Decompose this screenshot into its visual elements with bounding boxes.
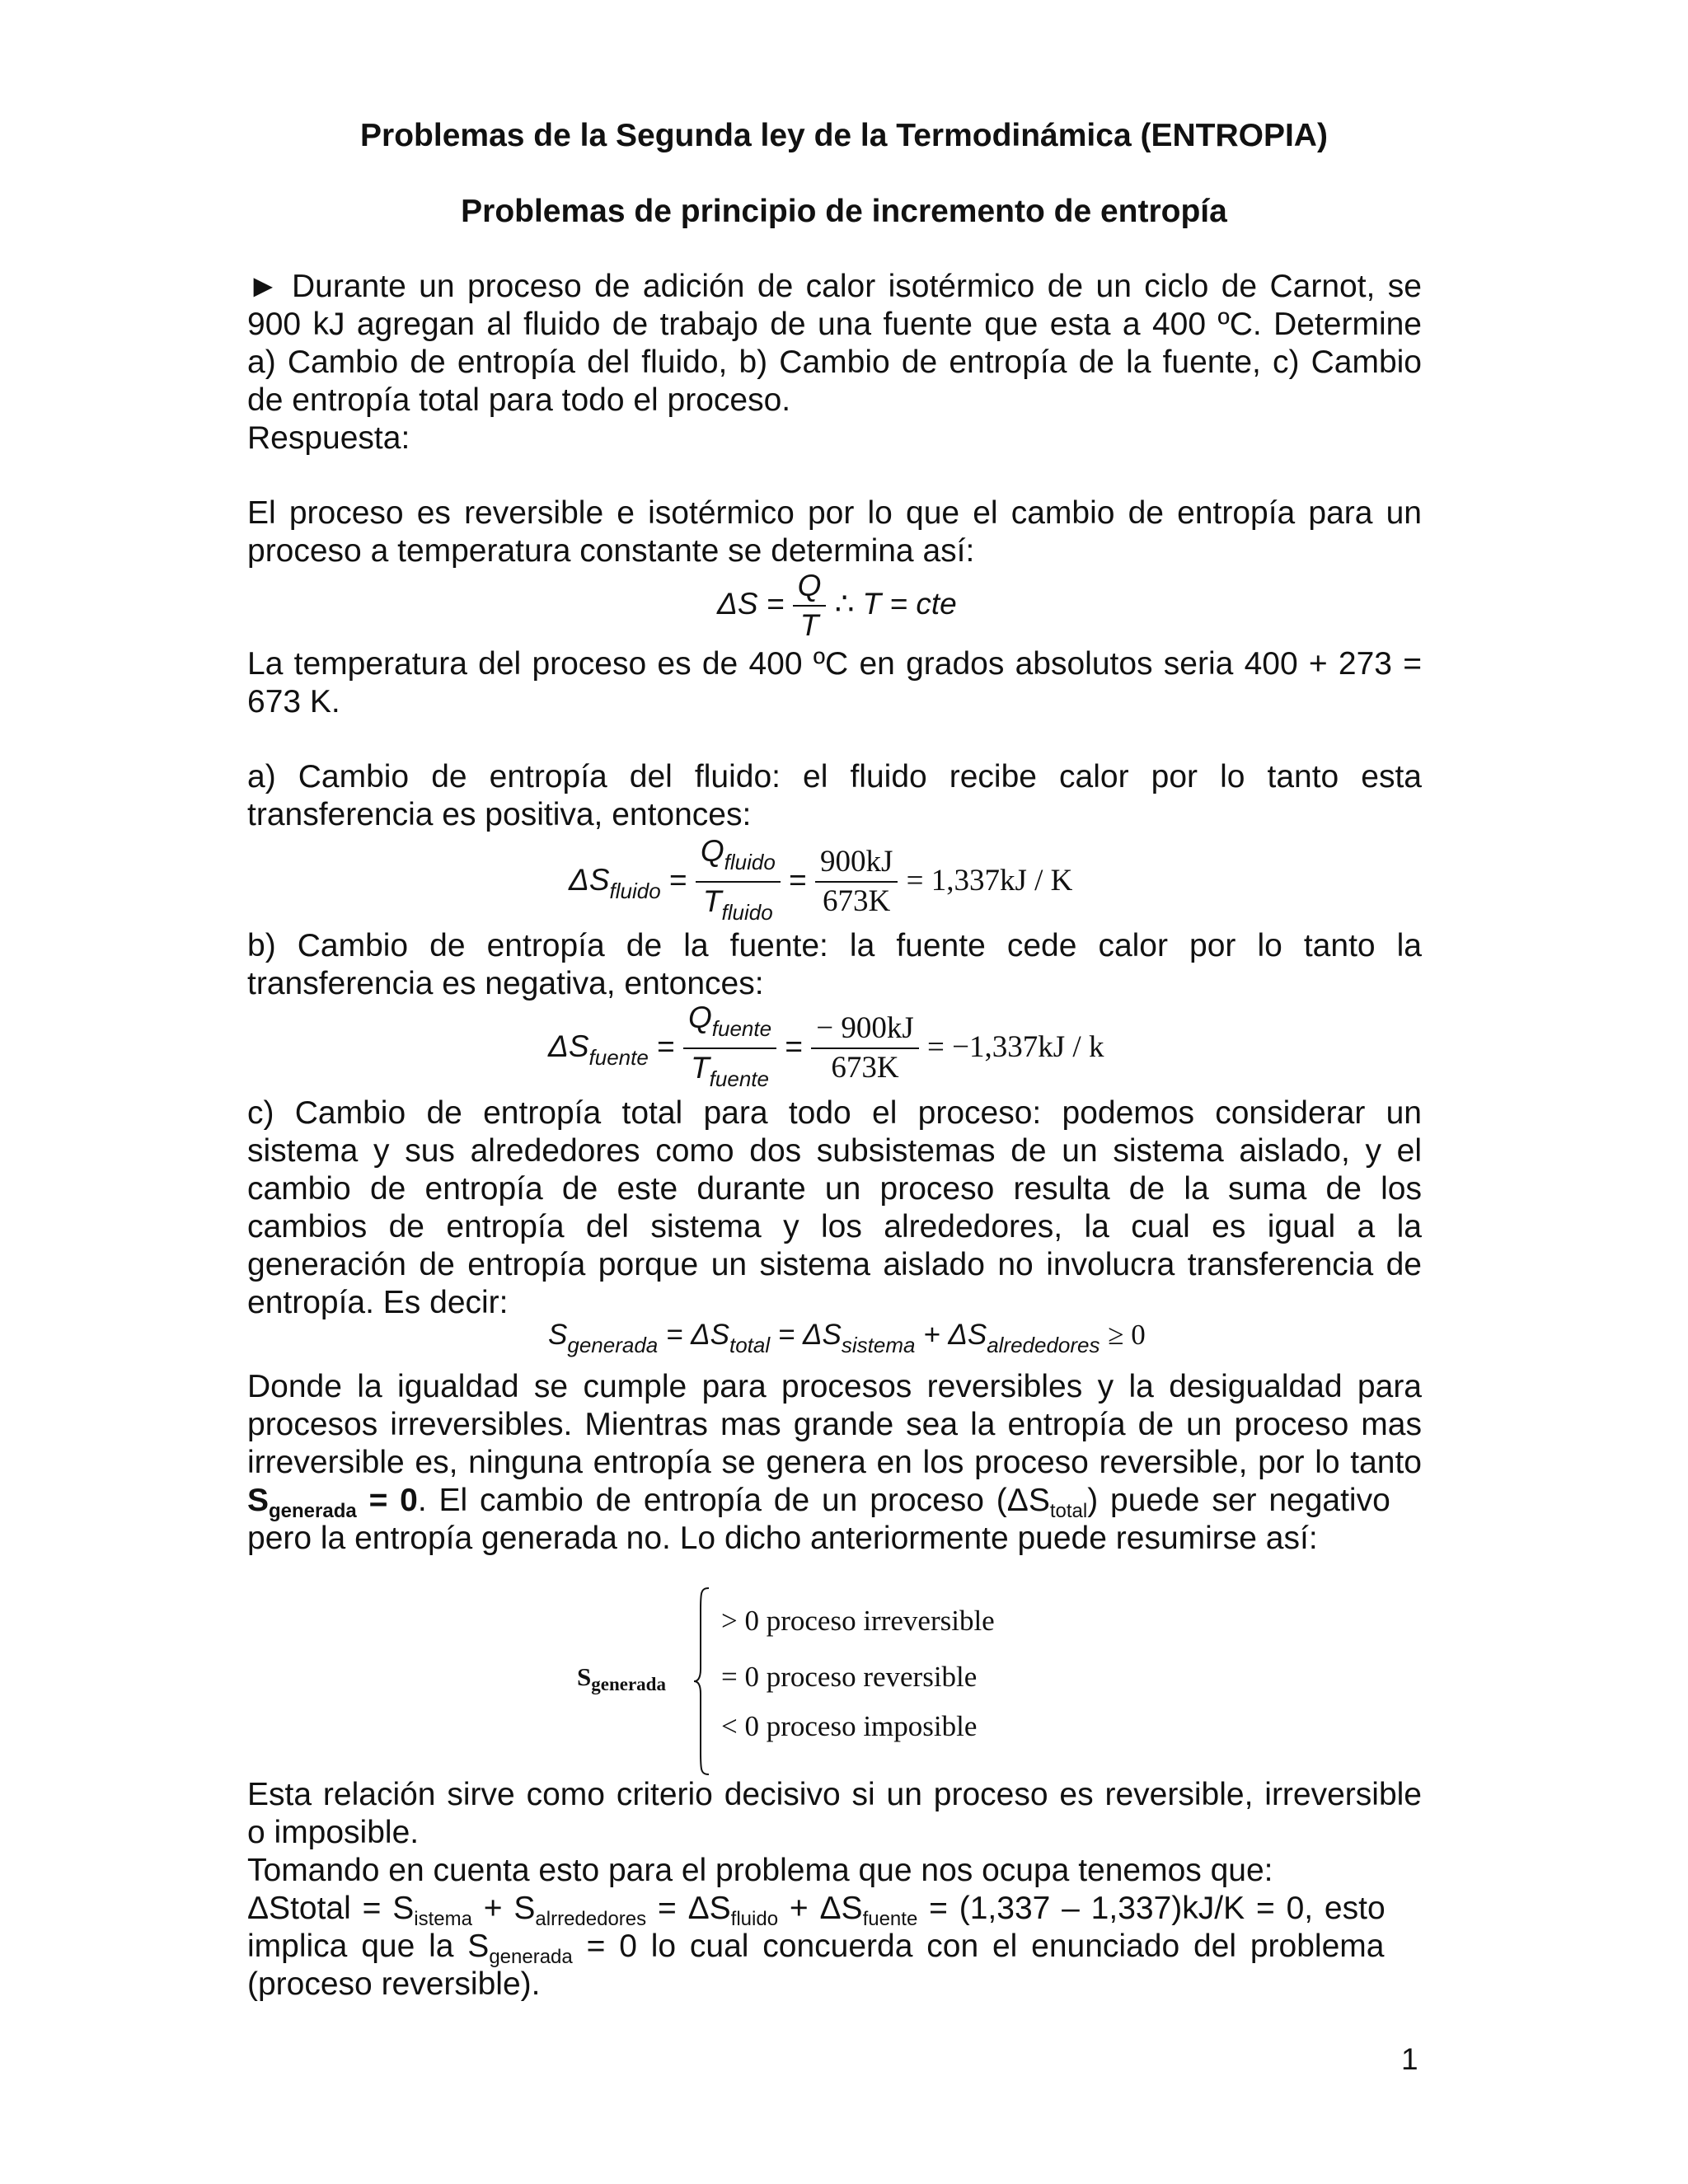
closing-last-line: (proceso reversible). [247, 1966, 541, 2002]
eq1-numerator: Q [793, 569, 827, 607]
equality-line: irreversible es, ninguna entropía se genera en los proceso reversible, por lo tanto [247, 1445, 1422, 1480]
equality-line-generated: $S_{generada} = 0$. El cambio de entropía de un proceso $(\Delta S_{total})$ puede ser negativo [247, 1483, 1390, 1522]
part-c-line: c) Cambio de entropía total para todo el proceso: podemos considerar un [247, 1095, 1422, 1131]
intro-line: El proceso es reversible e isotérmico por lo que el cambio de entropía para un [247, 495, 1422, 531]
temperature-line: La temperatura del proceso es de 400 ºC en grados absolutos seria 400 + 273 = [247, 646, 1422, 682]
part-c-line: sistema y sus alrededores como dos subsistemas de un sistema aislado, y el [247, 1133, 1422, 1169]
eq1-lhs: ΔS = [717, 586, 785, 621]
part-c-line: entropía. Es decir: [247, 1285, 509, 1320]
source-result: = −1,337kJ / k [927, 1029, 1104, 1064]
intro-line: proceso a temperatura constante se determina así: [247, 533, 975, 569]
equality-line: pero la entropía generada no. Lo dicho anteriormente puede resumirse así: [247, 1521, 1318, 1556]
closing-line: Esta relación sirve como criterio decisivo si un proceso es reversible, irreversible [247, 1777, 1422, 1812]
fluid-result: = 1,337kJ / K [906, 863, 1073, 898]
eq1-rhs: ∴ T = cte [834, 586, 957, 621]
closing-line: o imposible. [247, 1815, 420, 1850]
criterion-block [577, 1586, 1154, 1776]
fluid-value-fraction: $\frac{900kJ}{673K}$ [815, 845, 898, 919]
implica-line: implica que la $S_{generada} = 0$ lo cual concuerda con el enunciado del problema [247, 1929, 1385, 1968]
part-a-line: a) Cambio de entropía del fluido: el fluido recibe calor por lo tanto esta [247, 759, 1422, 794]
fluid-fraction: $\frac{Q_{fluido}}{T_{fluido}}$ [696, 834, 781, 930]
criterion-case-impossible: < 0 proceso imposible [721, 1710, 978, 1742]
eq1-denominator: T [799, 608, 819, 642]
problem-line: ► Durante un proceso de adición de calor isotérmico de un ciclo de Carnot, se [247, 269, 1422, 304]
source-fraction: $\frac{Q_{fuente}}{T_{fuente}}$ [683, 1001, 776, 1096]
problem-line: a) Cambio de entropía del fluido, b) Cambio de entropía de la fuente, c) Cambio [247, 344, 1422, 380]
answer-label: Respuesta: [247, 420, 410, 456]
part-c-line: cambios de entropía del sistema y los alrededores, la cual es igual a la [247, 1209, 1422, 1244]
equality-line: procesos irreversibles. Mientras mas grande sea la entropía de un proceso mas [247, 1407, 1422, 1442]
equation-source-entropy: $\Delta S_{fuente}$ = $\frac{Q_{fuente}}{T_{fuente}}$ = $\frac{- 900kJ}{673K}$ = −1,337kJ / k [548, 1001, 1104, 1096]
closing-line: Tomando en cuenta esto para el problema que nos ocupa tenemos que: [247, 1853, 1273, 1888]
criterion-label: Sgenerada [577, 1662, 666, 1694]
eq1-fraction [793, 569, 827, 643]
total-entropy-line: ΔStotal = $S_{istema} + S_{alrrededores} = \Delta S_{fluido} + \Delta S_{fuente} = (1,337 - 1,337)kJ/K = 0$, esto [247, 1891, 1386, 1930]
part-b-line: b) Cambio de entropía de la fuente: la fuente cede calor por lo tanto la [247, 928, 1422, 963]
part-b-line: transferencia es negativa, entonces: [247, 966, 764, 1001]
source-value-fraction: $\frac{- 900kJ}{673K}$ [811, 1011, 919, 1085]
part-c-line: generación de entropía porque un sistema aislado no involucra transferencia de [247, 1247, 1422, 1282]
equation-generated-entropy: $S_{generada} = \Delta S_{total} = \Delta S_{sistema} + \Delta S_{alrededores} \ge 0$ [548, 1319, 1146, 1357]
document-title: Problemas de la Segunda ley de la Termodinámica (ENTROPIA) [360, 118, 1328, 153]
part-a-line: transferencia es positiva, entonces: [247, 797, 752, 832]
brace-icon [692, 1586, 712, 1776]
page-number: 1 [1401, 2042, 1418, 2076]
criterion-case-reversible: = 0 proceso reversible [721, 1661, 978, 1693]
equation-fluid-entropy: $\Delta S_{fluido}$ = $\frac{Q_{fluido}}{T_{fluido}}$ = $\frac{900kJ}{673K}$ = 1,337kJ / K [569, 834, 1072, 930]
problem-line: de entropía total para todo el proceso. [247, 382, 791, 418]
equation-entropy-definition [717, 569, 957, 643]
problem-line: 900 kJ agregan al fluido de trabajo de una fuente que esta a 400 ºC. Determine [247, 307, 1422, 342]
part-c-line: cambio de entropía de este durante un proceso resulta de la suma de los [247, 1171, 1422, 1207]
section-subtitle: Problemas de principio de incremento de entropía [461, 194, 1227, 229]
temperature-line: 673 K. [247, 684, 340, 719]
equality-line: Donde la igualdad se cumple para procesos reversibles y la desigualdad para [247, 1369, 1422, 1404]
criterion-case-irreversible: > 0 proceso irreversible [721, 1605, 995, 1637]
